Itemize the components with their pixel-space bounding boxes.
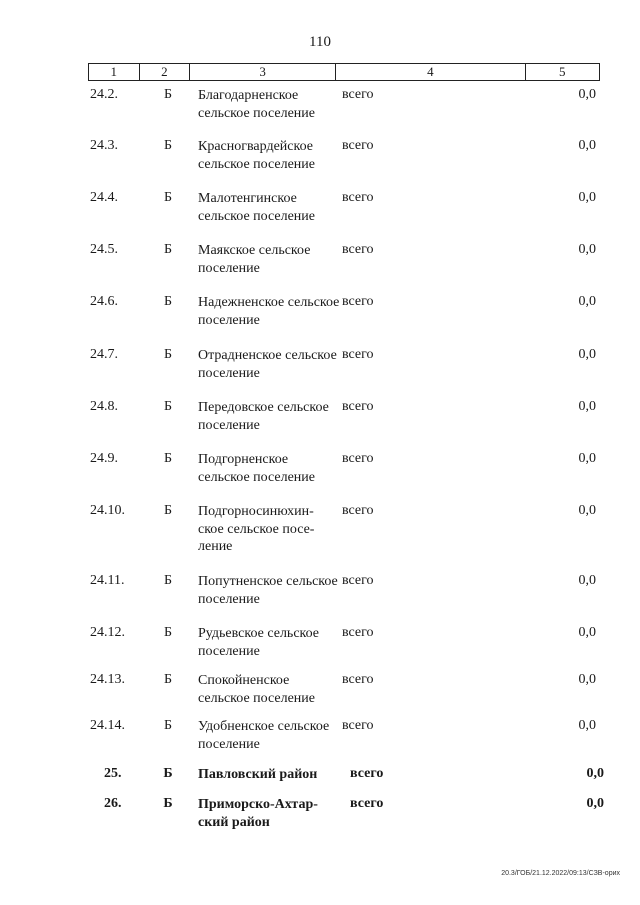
row-name: Отрадненское сельское поселение <box>198 348 337 381</box>
row-number: 24.2. <box>90 87 118 102</box>
row-number: 24.5. <box>90 242 118 257</box>
header-col-1: 1 <box>89 64 140 80</box>
row-number: 26. <box>104 796 122 811</box>
row-name: Подгорносинюхин-ское сельское посе-ление <box>198 504 315 554</box>
row-number: 24.14. <box>90 718 125 733</box>
row-number: 24.12. <box>90 625 125 640</box>
row-value: 0,0 <box>586 796 604 811</box>
row-type: всего <box>342 190 374 205</box>
row-type: всего <box>342 399 374 414</box>
row-number: 24.10. <box>90 503 125 518</box>
row-name: Подгорненское сельское поселение <box>198 452 315 485</box>
row-number: 24.4. <box>90 190 118 205</box>
row-category: Б <box>163 796 173 811</box>
row-type: всего <box>342 87 374 102</box>
row-category: Б <box>163 138 173 153</box>
row-value: 0,0 <box>578 503 596 518</box>
row-name: Спокойненское сельское поселение <box>198 673 315 706</box>
row-value: 0,0 <box>578 294 596 309</box>
row-number: 24.6. <box>90 294 118 309</box>
row-value: 0,0 <box>578 242 596 257</box>
header-col-5: 5 <box>559 64 566 79</box>
row-category: Б <box>163 718 173 733</box>
row-type: всего <box>342 625 374 640</box>
row-category: Б <box>163 87 173 102</box>
row-type: всего <box>342 451 374 466</box>
row-name: Малотенгинское сельское поселение <box>198 191 315 224</box>
row-type: всего <box>342 672 374 687</box>
row-value: 0,0 <box>578 451 596 466</box>
row-name: Приморско-Ахтар-ский район <box>198 797 318 830</box>
row-number: 24.9. <box>90 451 118 466</box>
header-col-2: 2 <box>140 64 191 80</box>
row-name: Павловский район <box>198 767 318 782</box>
row-type: всего <box>342 138 374 153</box>
row-category: Б <box>163 347 173 362</box>
row-name: Передовское сельское поселение <box>198 400 329 433</box>
row-category: Б <box>163 399 173 414</box>
footer-stamp: 20.3/ГОБ/21.12.2022/09:13/СЗВ-орих <box>501 870 620 877</box>
page-number: 110 <box>309 34 331 50</box>
row-category: Б <box>163 766 173 781</box>
row-category: Б <box>163 190 173 205</box>
row-type: всего <box>350 766 384 781</box>
row-number: 24.7. <box>90 347 118 362</box>
row-name: Красногвардейское сельское поселение <box>198 139 315 172</box>
row-number: 25. <box>104 766 122 781</box>
row-name: Рудьевское сельское поселение <box>198 626 320 659</box>
row-value: 0,0 <box>578 718 596 733</box>
row-type: всего <box>342 347 374 362</box>
header-col-4: 4 <box>336 64 526 80</box>
row-number: 24.13. <box>90 672 125 687</box>
row-name: Надежненское сельское поселение <box>198 295 340 328</box>
row-name: Попутненское сельское поселение <box>198 574 338 607</box>
row-type: всего <box>342 573 374 588</box>
row-category: Б <box>163 573 173 588</box>
row-value: 0,0 <box>578 573 596 588</box>
row-value: 0,0 <box>586 766 604 781</box>
row-value: 0,0 <box>578 625 596 640</box>
row-value: 0,0 <box>578 190 596 205</box>
row-category: Б <box>163 294 173 309</box>
row-category: Б <box>163 242 173 257</box>
row-value: 0,0 <box>578 138 596 153</box>
header-col-3: 3 <box>190 64 336 80</box>
row-category: Б <box>163 672 173 687</box>
row-name: Маякское сельское поселение <box>198 243 311 276</box>
row-value: 0,0 <box>578 399 596 414</box>
row-type: всего <box>342 294 374 309</box>
table-header <box>88 63 600 81</box>
row-value: 0,0 <box>578 672 596 687</box>
row-type: всего <box>342 503 374 518</box>
row-type: всего <box>350 796 384 811</box>
row-type: всего <box>342 242 374 257</box>
row-number: 24.8. <box>90 399 118 414</box>
row-type: всего <box>342 718 374 733</box>
row-name: Благодарненское сельское поселение <box>198 88 315 121</box>
row-name: Удобненское сельское поселение <box>198 719 330 752</box>
row-category: Б <box>163 451 173 466</box>
row-number: 24.11. <box>90 573 125 588</box>
row-number: 24.3. <box>90 138 118 153</box>
row-value: 0,0 <box>578 87 596 102</box>
row-category: Б <box>163 625 173 640</box>
row-value: 0,0 <box>578 347 596 362</box>
row-category: Б <box>163 503 173 518</box>
